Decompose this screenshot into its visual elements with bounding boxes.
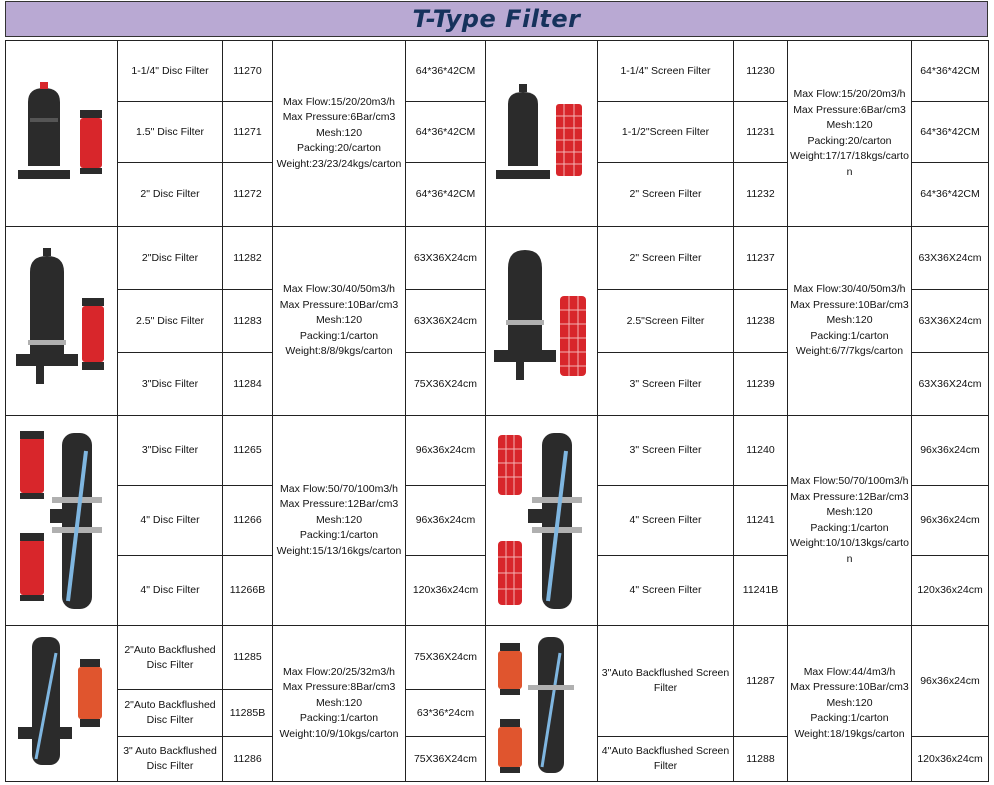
product-code: 11237 bbox=[734, 227, 788, 290]
product-table bbox=[5, 40, 989, 782]
carton-size: 120x36x24cm bbox=[912, 737, 989, 782]
disc-filter-icon bbox=[10, 236, 114, 406]
product-name: 3"Auto Backflushed Screen Filter bbox=[598, 626, 734, 737]
product-spec: Max Flow:44/4m3/h Max Pressure:10Bar/cm3 Mesh:120 Packing:1/carton Weight:18/19kgs/carton bbox=[788, 626, 912, 782]
carton-size: 96x36x24cm bbox=[406, 416, 486, 486]
product-spec: Max Flow:20/25/32m3/h Max Pressure:8Bar/cm3 Mesh:120 Packing:1/carton Weight:10/9/10kgs/carton bbox=[273, 626, 406, 782]
disc-filter-icon bbox=[8, 421, 116, 621]
product-name: 2" Screen Filter bbox=[598, 163, 734, 227]
screen-filter-icon bbox=[490, 74, 594, 194]
product-code: 11283 bbox=[223, 290, 273, 353]
product-name: 2"Disc Filter bbox=[118, 227, 223, 290]
auto-backflush-disc-filter-image bbox=[6, 626, 118, 782]
product-name: 4"Auto Backflushed Screen Filter bbox=[598, 737, 734, 782]
product-code: 11232 bbox=[734, 163, 788, 227]
auto-backflush-screen-filter-image bbox=[486, 626, 598, 782]
product-name: 2" Screen Filter bbox=[598, 227, 734, 290]
product-name: 1-1/2"Screen Filter bbox=[598, 102, 734, 163]
product-name: 1-1/4" Disc Filter bbox=[118, 41, 223, 102]
product-code: 11285 bbox=[223, 626, 273, 690]
carton-size: 63X36X24cm bbox=[912, 227, 989, 290]
product-spec: Max Flow:30/40/50m3/h Max Pressure:10Bar/cm3 Mesh:120 Packing:1/carton Weight:8/8/9kgs/carton bbox=[273, 227, 406, 416]
product-name: 3" Auto Backflushed Disc Filter bbox=[118, 737, 223, 782]
product-spec: Max Flow:15/20/20m3/h Max Pressure:6Bar/cm3 Mesh:120 Packing:20/carton Weight:23/23/24kgs/carton bbox=[273, 41, 406, 227]
carton-size: 64*36*42CM bbox=[406, 163, 486, 227]
product-code: 11240 bbox=[734, 416, 788, 486]
product-name: 2"Auto Backflushed Disc Filter bbox=[118, 690, 223, 737]
screen-filter-small-image bbox=[486, 41, 598, 227]
screen-filter-icon bbox=[488, 421, 596, 621]
product-name: 3"Disc Filter bbox=[118, 416, 223, 486]
product-name: 4" Screen Filter bbox=[598, 556, 734, 626]
product-code: 11266B bbox=[223, 556, 273, 626]
carton-size: 64*36*42CM bbox=[912, 41, 989, 102]
carton-size: 63X36X24cm bbox=[406, 227, 486, 290]
product-code: 11238 bbox=[734, 290, 788, 353]
disc-filter-large-image bbox=[6, 416, 118, 626]
screen-filter-large-image bbox=[486, 416, 598, 626]
disc-filter-icon bbox=[10, 74, 114, 194]
product-name: 2.5" Disc Filter bbox=[118, 290, 223, 353]
product-name: 1-1/4" Screen Filter bbox=[598, 41, 734, 102]
carton-size: 96x36x24cm bbox=[912, 486, 989, 556]
carton-size: 64*36*42CM bbox=[912, 163, 989, 227]
carton-size: 64*36*42CM bbox=[406, 41, 486, 102]
product-code: 11230 bbox=[734, 41, 788, 102]
carton-size: 96x36x24cm bbox=[406, 486, 486, 556]
product-code: 11266 bbox=[223, 486, 273, 556]
product-name: 3"Disc Filter bbox=[118, 353, 223, 416]
product-name: 4" Screen Filter bbox=[598, 486, 734, 556]
product-name: 2"Auto Backflushed Disc Filter bbox=[118, 626, 223, 690]
screen-filter-medium-image bbox=[486, 227, 598, 416]
disc-filter-small-image bbox=[6, 41, 118, 227]
carton-size: 75X36X24cm bbox=[406, 353, 486, 416]
disc-filter-medium-image bbox=[6, 227, 118, 416]
product-name: 2.5"Screen Filter bbox=[598, 290, 734, 353]
carton-size: 96x36x24cm bbox=[912, 626, 989, 737]
product-name: 2" Disc Filter bbox=[118, 163, 223, 227]
auto-backflush-disc-filter-icon bbox=[8, 629, 116, 779]
product-code: 11287 bbox=[734, 626, 788, 737]
carton-size: 63*36*24cm bbox=[406, 690, 486, 737]
product-spec: Max Flow:30/40/50m3/h Max Pressure:10Bar/cm3 Mesh:120 Packing:1/carton Weight:6/7/7kgs/carton bbox=[788, 227, 912, 416]
product-code: 11231 bbox=[734, 102, 788, 163]
product-name: 3" Screen Filter bbox=[598, 353, 734, 416]
carton-size: 120x36x24cm bbox=[406, 556, 486, 626]
product-code: 11265 bbox=[223, 416, 273, 486]
carton-size: 63X36X24cm bbox=[406, 290, 486, 353]
carton-size: 64*36*42CM bbox=[406, 102, 486, 163]
screen-filter-icon bbox=[490, 236, 594, 406]
carton-size: 75X36X24cm bbox=[406, 737, 486, 782]
carton-size: 75X36X24cm bbox=[406, 626, 486, 690]
product-spec: Max Flow:15/20/20m3/h Max Pressure:6Bar/cm3 Mesh:120 Packing:20/carton Weight:17/17/18kgs/carton bbox=[788, 41, 912, 227]
product-code: 11241B bbox=[734, 556, 788, 626]
product-code: 11288 bbox=[734, 737, 788, 782]
product-name: 4" Disc Filter bbox=[118, 486, 223, 556]
carton-size: 63X36X24cm bbox=[912, 290, 989, 353]
product-code: 11285B bbox=[223, 690, 273, 737]
carton-size: 96x36x24cm bbox=[912, 416, 989, 486]
product-name: 3" Screen Filter bbox=[598, 416, 734, 486]
product-code: 11271 bbox=[223, 102, 273, 163]
product-code: 11284 bbox=[223, 353, 273, 416]
product-spec: Max Flow:50/70/100m3/h Max Pressure:12Bar/cm3 Mesh:120 Packing:1/carton Weight:15/13/16kgs/carton bbox=[273, 416, 406, 626]
product-name: 1.5" Disc Filter bbox=[118, 102, 223, 163]
product-code: 11239 bbox=[734, 353, 788, 416]
product-code: 11241 bbox=[734, 486, 788, 556]
carton-size: 64*36*42CM bbox=[912, 102, 989, 163]
product-code: 11272 bbox=[223, 163, 273, 227]
carton-size: 120x36x24cm bbox=[912, 556, 989, 626]
product-code: 11282 bbox=[223, 227, 273, 290]
page-title: T-Type Filter bbox=[5, 1, 988, 37]
product-code: 11286 bbox=[223, 737, 273, 782]
product-spec: Max Flow:50/70/100m3/h Max Pressure:12Bar/cm3 Mesh:120 Packing:1/carton Weight:10/10/13kgs/carton bbox=[788, 416, 912, 626]
auto-backflush-screen-filter-icon bbox=[488, 629, 596, 779]
product-code: 11270 bbox=[223, 41, 273, 102]
carton-size: 63X36X24cm bbox=[912, 353, 989, 416]
product-name: 4" Disc Filter bbox=[118, 556, 223, 626]
